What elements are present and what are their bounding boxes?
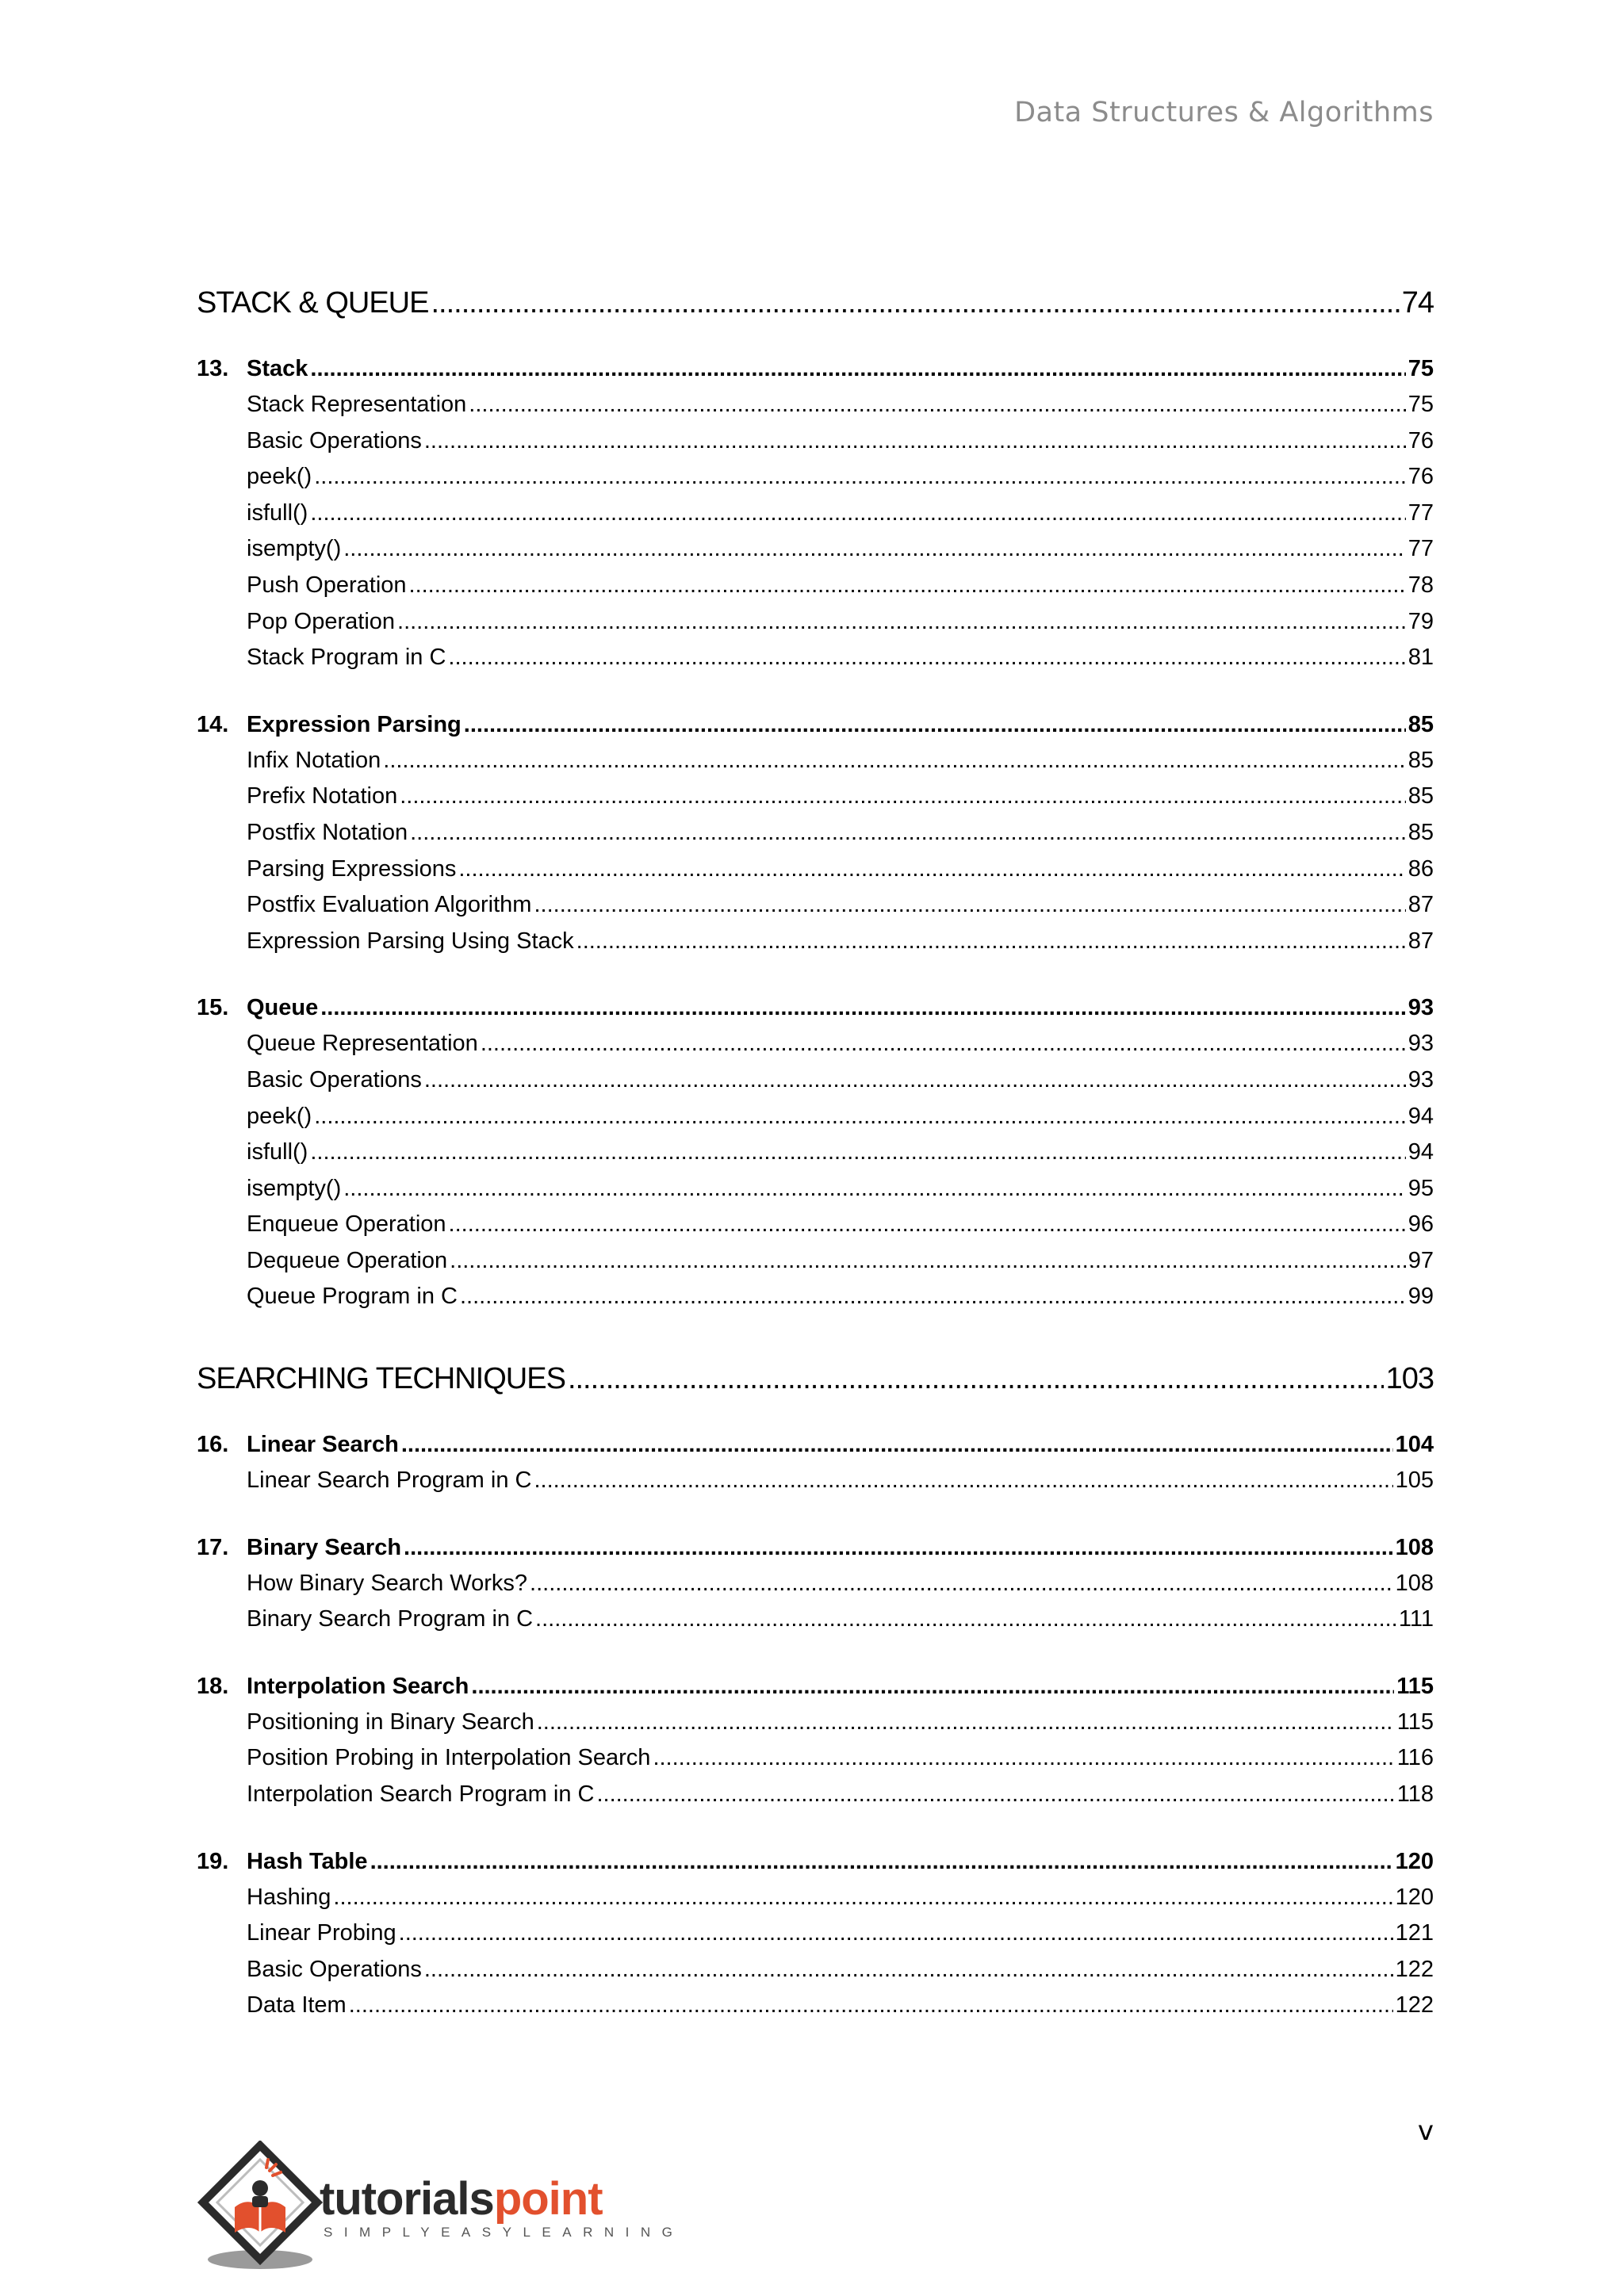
toc-chapter-entry[interactable] [197,1426,1434,1463]
dot-leader [404,1529,1393,1566]
toc-chapter-entry[interactable] [197,1843,1434,1880]
toc-topic-entry[interactable] [197,387,1434,423]
toc-page-number: 78 [1408,572,1434,598]
toc-topic-entry[interactable] [197,496,1434,532]
toc-topic-entry[interactable] [197,1601,1434,1638]
toc-topic-title: isempty() [247,1175,342,1201]
toc-chapter-label [197,1668,469,1705]
toc-topic-title: Positioning in Binary Search [247,1709,534,1735]
toc-chapter-entry[interactable] [197,706,1434,743]
toc-topic-entry[interactable] [197,1279,1434,1315]
dot-leader [424,1062,1406,1099]
toc-chapter-number: 16. [197,1432,229,1458]
toc-chapter-title: Hash Table [247,1848,368,1874]
toc-topic-title: Prefix Notation [247,783,398,809]
toc-page-number: 85 [1408,819,1434,845]
toc-chapter-number: 13. [197,356,229,381]
toc-topic-entry[interactable] [197,1026,1434,1062]
dot-leader [449,1207,1406,1243]
toc-page-number: 86 [1408,855,1434,882]
toc-page-number: 81 [1408,645,1434,671]
toc-page-number: 94 [1408,1139,1434,1165]
dot-leader [310,496,1405,532]
toc-chapter-title: Interpolation Search [247,1673,469,1699]
toc-topic-title: Binary Search Program in C [247,1606,534,1632]
toc-chapter-number: 19. [197,1848,229,1874]
toc-topic-title: Postfix Notation [247,819,408,845]
toc-chapter-label [197,1426,399,1463]
toc-page-number: 121 [1395,1920,1434,1946]
dot-leader [460,1279,1406,1315]
toc-page-number: 74 [1401,286,1434,320]
toc-page-number: 87 [1408,928,1434,954]
dot-leader [576,924,1406,960]
dot-leader [596,1777,1394,1813]
toc-topic-title: Pop Operation [247,608,396,634]
toc-page-number: 93 [1408,1031,1434,1057]
table-of-contents [197,279,1434,2024]
toc-page-number: 87 [1408,892,1434,918]
toc-page-number: 85 [1408,747,1434,773]
toc-topic-title: Position Probing in Interpolation Search [247,1745,651,1771]
toc-topic-entry[interactable] [197,1880,1434,1916]
toc-topic-title: Postfix Evaluation Algorithm [247,892,532,918]
toc-page-number: 96 [1408,1211,1434,1238]
toc-topic-title: Enqueue Operation [247,1211,446,1238]
dot-leader [343,531,1406,568]
dot-leader [401,1426,1393,1463]
toc-topic-title: Queue Program in C [247,1284,458,1310]
toc-chapter-entry[interactable] [197,350,1434,387]
toc-topic-title: peek() [247,1103,312,1129]
toc-topic-entry[interactable] [197,887,1434,924]
toc-chapter-number: 18. [197,1673,229,1699]
toc-topic-title: isempty() [247,536,342,562]
toc-topic-entry[interactable] [197,568,1434,604]
toc-topic-title: isfull() [247,499,308,526]
toc-page-number: 85 [1408,783,1434,809]
toc-topic-entry[interactable] [197,1463,1434,1499]
toc-topic-title: How Binary Search Works? [247,1570,528,1596]
dot-leader [310,1135,1405,1171]
dot-leader [450,1243,1406,1280]
toc-topic-entry[interactable] [197,604,1434,641]
toc-page-number: 105 [1395,1468,1434,1494]
toc-page-number: 93 [1408,995,1434,1021]
dot-leader [370,1843,1393,1880]
toc-topic-entry[interactable] [197,1171,1434,1207]
toc-topic-title: Push Operation [247,572,407,598]
toc-topic-title: Infix Notation [247,747,381,773]
toc-topic-entry[interactable] [197,924,1434,960]
toc-topic-entry[interactable] [197,851,1434,888]
dot-leader [400,779,1406,815]
dot-leader [431,279,1399,327]
dot-leader [333,1880,1392,1916]
toc-page-number: 122 [1395,1992,1434,2019]
toc-page-number: 75 [1408,392,1434,417]
toc-page-number: 95 [1408,1175,1434,1201]
dot-leader [310,350,1405,387]
toc-chapter-title: Linear Search [247,1432,399,1458]
toc-chapter-label [197,1843,368,1880]
toc-chapter-title: Expression Parsing [247,711,462,737]
toc-chapter-number: 15. [197,995,229,1021]
toc-chapter-entry[interactable] [197,989,1434,1026]
toc-topic-entry[interactable] [197,779,1434,815]
dot-leader [383,743,1405,779]
toc-page-number: 115 [1396,1709,1434,1735]
toc-page-number: 97 [1408,1247,1434,1273]
toc-topic-entry[interactable] [197,743,1434,779]
toc-page-number: 93 [1408,1066,1434,1093]
toc-topic-entry[interactable] [197,1988,1434,2024]
toc-topic-title: peek() [247,464,312,490]
dot-leader [534,887,1405,924]
toc-page-number: 104 [1395,1432,1434,1458]
toc-chapter-label [197,989,318,1026]
toc-topic-title: Linear Probing [247,1920,396,1946]
toc-page-number: 111 [1398,1606,1434,1632]
toc-chapter-entry[interactable] [197,1668,1434,1705]
toc-topic-title: Queue Representation [247,1031,478,1057]
toc-page-number: 118 [1396,1781,1434,1808]
toc-topic-entry[interactable] [197,1062,1434,1099]
dot-leader [534,1463,1392,1499]
toc-topic-entry[interactable] [197,640,1434,676]
toc-topic-entry[interactable] [197,1135,1434,1171]
toc-topic-title: Basic Operations [247,1066,422,1093]
toc-chapter-entry[interactable] [197,1529,1434,1566]
toc-topic-entry[interactable] [197,1915,1434,1952]
dot-leader [471,1668,1394,1705]
toc-page-number: 116 [1396,1745,1434,1771]
toc-topic-title: Basic Operations [247,427,422,453]
dot-leader [409,568,1406,604]
dot-leader [458,851,1405,888]
toc-topic-title: Parsing Expressions [247,855,457,882]
dot-leader [568,1355,1384,1402]
toc-chapter-title: Queue [247,995,319,1021]
toc-topic-entry[interactable] [197,1099,1434,1135]
dot-leader [537,1705,1395,1741]
toc-page-number: 79 [1408,608,1434,634]
toc-topic-entry[interactable] [197,423,1434,460]
toc-chapter-number: 14. [197,711,229,737]
toc-part-title: SEARCHING TECHNIQUES [197,1362,565,1396]
toc-topic-entry[interactable] [197,1243,1434,1280]
toc-topic-entry[interactable] [197,1740,1434,1777]
toc-topic-entry[interactable] [197,815,1434,851]
toc-page-number: 75 [1408,356,1434,381]
dot-leader [314,1099,1406,1135]
toc-topic-title: Interpolation Search Program in C [247,1781,595,1808]
dot-leader [397,604,1406,641]
toc-page-number: 108 [1395,1534,1434,1560]
toc-topic-title: Linear Search Program in C [247,1468,532,1494]
toc-page-number: 77 [1408,536,1434,562]
dot-leader [399,1915,1393,1952]
toc-chapter-label [197,1529,401,1566]
toc-chapter-title: Stack [247,356,308,381]
logo-wordmark: tutorialspoint [320,2173,603,2225]
toc-part-title: STACK & QUEUE [197,286,429,320]
dot-leader [653,1740,1394,1777]
toc-topic-title: Dequeue Operation [247,1247,448,1273]
toc-topic-title: Data Item [247,1992,347,2019]
toc-topic-title: Expression Parsing Using Stack [247,928,574,954]
toc-page-number: 120 [1395,1848,1434,1874]
toc-topic-title: Basic Operations [247,1956,422,1982]
toc-topic-entry[interactable] [197,1566,1434,1602]
toc-topic-title: Hashing [247,1884,331,1910]
toc-chapter-title: Binary Search [247,1534,402,1560]
toc-topic-entry[interactable] [197,531,1434,568]
toc-part-entry[interactable] [197,1355,1434,1402]
toc-page-number: 77 [1408,499,1434,526]
dot-leader [424,423,1406,460]
dot-leader [535,1601,1396,1638]
dot-leader [464,706,1406,743]
dot-leader [349,1988,1393,2024]
dot-leader [320,989,1405,1026]
toc-topic-entry[interactable] [197,1777,1434,1813]
toc-chapter-label [197,350,308,387]
toc-chapter-number: 17. [197,1534,229,1560]
toc-part-entry[interactable] [197,279,1434,327]
dot-leader [410,815,1406,851]
toc-page-number: 85 [1408,711,1434,737]
toc-page-number: 108 [1395,1570,1434,1596]
toc-page-number: 99 [1408,1284,1434,1310]
toc-topic-title: Stack Representation [247,392,467,417]
page-number: v [1417,2115,1434,2147]
dot-leader [530,1566,1393,1602]
toc-topic-title: isfull() [247,1139,308,1165]
dot-leader [314,459,1406,496]
running-header: Data Structures & Algorithms [1014,97,1434,128]
toc-page-number: 122 [1395,1956,1434,1982]
toc-chapter-label [197,706,462,743]
toc-topic-entry[interactable] [197,1207,1434,1243]
toc-topic-entry[interactable] [197,459,1434,496]
toc-topic-entry[interactable] [197,1705,1434,1741]
toc-topic-entry[interactable] [197,1952,1434,1988]
logo-emblem-icon [197,2141,331,2275]
toc-topic-title: Stack Program in C [247,645,446,671]
dot-leader [469,387,1405,423]
toc-page-number: 115 [1396,1673,1434,1699]
toc-page-number: 76 [1408,464,1434,490]
logo-tagline: SIMPLYEASYLEARNING [324,2225,684,2240]
dot-leader [424,1952,1393,1988]
tutorialspoint-logo [197,2141,684,2275]
toc-page-number: 76 [1408,427,1434,453]
dot-leader [448,640,1405,676]
toc-page-number: 120 [1395,1884,1434,1910]
dot-leader [481,1026,1406,1062]
dot-leader [343,1171,1406,1207]
toc-page-number: 103 [1385,1362,1434,1396]
toc-page-number: 94 [1408,1103,1434,1129]
